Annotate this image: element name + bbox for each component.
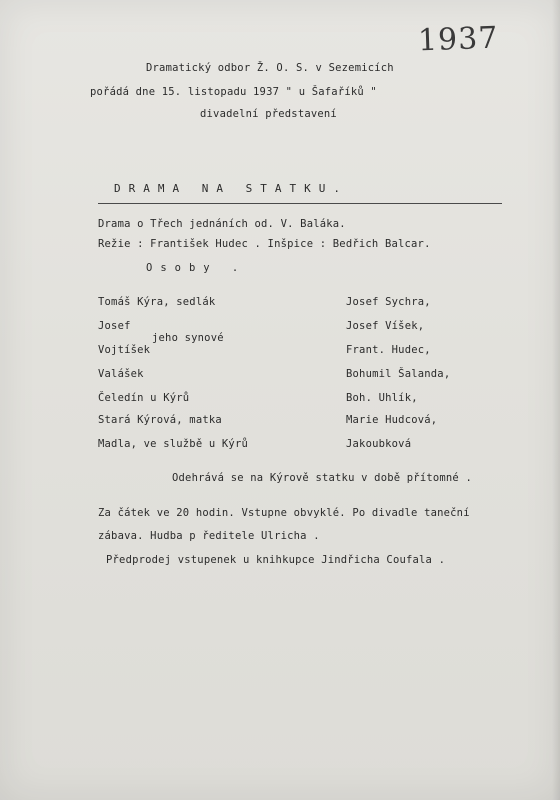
presale-line: Předprodej vstupenek u knihkupce Jindřicha Coufala . — [106, 554, 446, 566]
header-line-1: Dramatický odbor Ž. O. S. v Sezemicích — [146, 62, 394, 74]
role-2: Vojtíšek — [98, 344, 151, 356]
role-0: Tomáš Kýra, sedlák — [98, 296, 216, 308]
actor-1: Josef Víšek, — [346, 320, 425, 332]
actor-4: Boh. Uhlík, — [346, 392, 418, 404]
start-time-line: Za čátek ve 20 hodin. Vstupne obvyklé. Po divadle taneční — [98, 507, 470, 519]
music-line: zábava. Hudba p ředitele Ulricha . — [98, 530, 320, 542]
play-description: Drama o Třech jednáních od. V. Baláka. — [98, 218, 346, 230]
role-1: Josef — [98, 320, 131, 332]
page-edge-shadow — [552, 0, 560, 800]
role-4: Čeledín u Kýrů — [98, 392, 190, 404]
actor-3: Bohumil Šalanda, — [346, 368, 451, 380]
role-brace-note: jeho synové — [152, 332, 224, 344]
cast-heading: Osoby . — [146, 262, 247, 274]
role-6: Madla, ve službě u Kýrů — [98, 438, 248, 450]
actor-0: Josef Sychra, — [346, 296, 431, 308]
title-underline — [98, 203, 502, 204]
handwritten-year: 1937 — [417, 20, 499, 59]
play-title: DRAMA NA STATKU. — [114, 182, 348, 195]
header-line-2: pořádá dne 15. listopadu 1937 " u Šafaříků " — [90, 86, 377, 98]
header-line-3: divadelní představení — [200, 108, 337, 120]
setting-line: Odehrává se na Kýrově statku v době přítomné . — [172, 472, 472, 484]
direction-line: Režie : František Hudec . Inšpice : Bedřich Balcar. — [98, 238, 431, 250]
actor-2: Frant. Hudec, — [346, 344, 431, 356]
role-5: Stará Kýrová, matka — [98, 414, 222, 426]
actor-5: Marie Hudcová, — [346, 414, 438, 426]
actor-6: Jakoubková — [346, 438, 412, 450]
role-3: Valášek — [98, 368, 144, 380]
